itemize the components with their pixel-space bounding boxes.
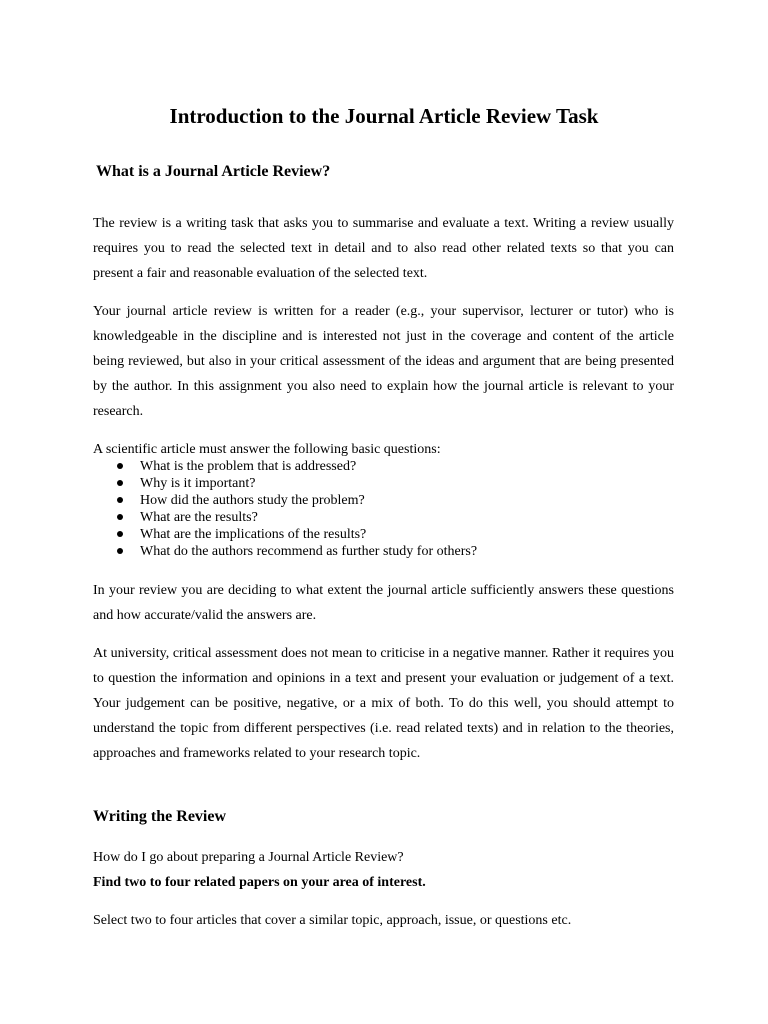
list-item: What are the results?	[93, 509, 653, 526]
paragraph-extent: In your review you are deciding to what extent the journal article sufficiently answers these questions and how accurate/valid the answers are.	[93, 583, 674, 623]
section-heading-what-is: What is a Journal Article Review?	[96, 163, 331, 180]
bullet-icon	[117, 531, 123, 537]
list-item: What are the implications of the results?	[93, 526, 653, 543]
list-item: Why is it important?	[93, 475, 653, 492]
paragraph-reader: Your journal article review is written for a reader (e.g., your supervisor, lecturer or tutor) who is knowledgeable in the discipline and is interested not just in the coverage and content of the article being reviewed, but also in your critical assessment of the ideas and argument that are being presented by the author. In this assignment you also need to explain how the journal article is relevant to your research.	[93, 304, 674, 419]
paragraph-critical-assessment: At university, critical assessment does not mean to criticise in a negative manner. Rather it requires you to question the information and opinions in a text and present your evaluation or judgement of a text. Your judgement can be positive, negative, or a mix of both. To do this well, you should attempt to understand the topic from different perspectives (i.e. read related texts) and in relation to the theories, approaches and frameworks related to your research topic.	[93, 646, 674, 761]
questions-intro: A scientific article must answer the following basic questions:	[93, 442, 441, 457]
bullet-icon	[117, 514, 123, 520]
list-item: What do the authors recommend as further study for others?	[93, 543, 653, 560]
list-item: How did the authors study the problem?	[93, 492, 653, 509]
questions-list	[93, 458, 653, 560]
bullet-icon	[117, 463, 123, 469]
bullet-icon	[117, 480, 123, 486]
step-select-articles: Select two to four articles that cover a similar topic, approach, issue, or questions etc.	[93, 913, 572, 928]
paragraph-intro: The review is a writing task that asks you to summarise and evaluate a text. Writing a review usually requires you to read the selected text in detail and to also read other related texts so that you can present a fair and reasonable evaluation of the selected text.	[93, 216, 674, 281]
section-heading-writing: Writing the Review	[93, 808, 227, 825]
step-find-papers: Find two to four related papers on your area of interest.	[93, 875, 426, 890]
document-title: Introduction to the Journal Article Review Task	[169, 104, 599, 128]
bullet-icon	[117, 497, 123, 503]
question-preparing: How do I go about preparing a Journal Article Review?	[93, 850, 404, 865]
bullet-icon	[117, 548, 123, 554]
list-item: What is the problem that is addressed?	[93, 458, 653, 475]
